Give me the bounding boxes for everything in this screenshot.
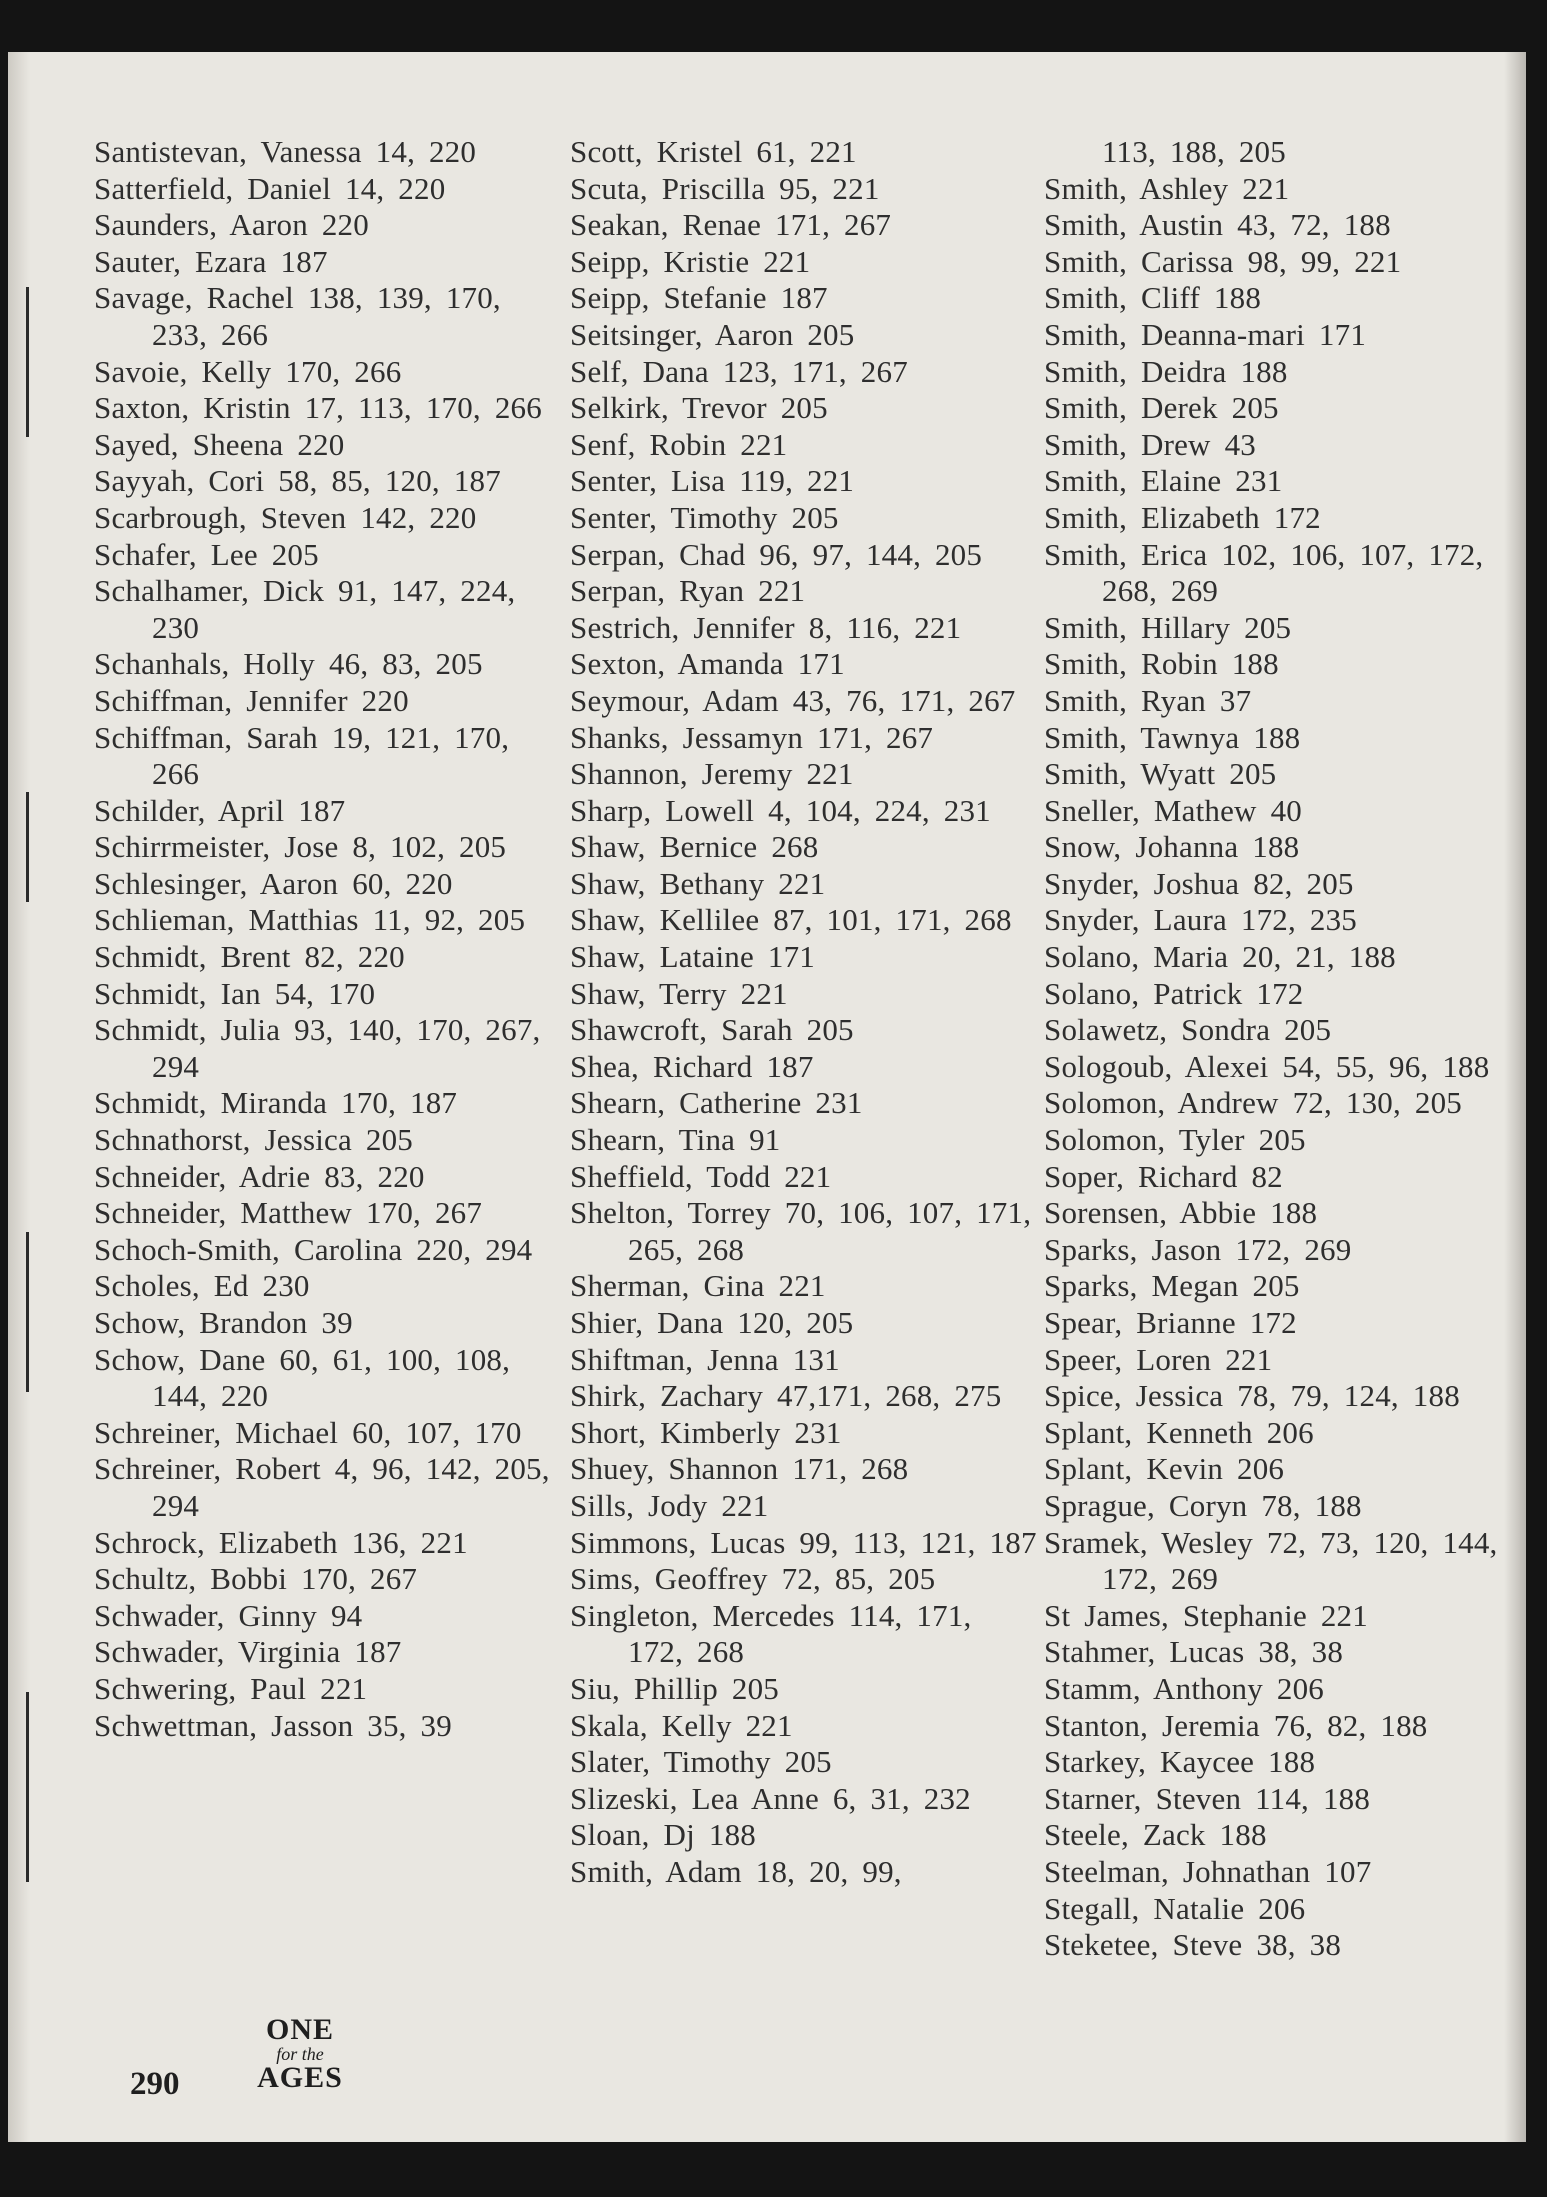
index-entry: Schwader, Ginny 94 <box>94 1597 363 1633</box>
index-entry: Shearn, Catherine 231 <box>570 1085 863 1121</box>
index-entry: Shaw, Terry 221 <box>570 975 788 1011</box>
index-entry: Shanks, Jessamyn 171, 267 <box>570 719 934 755</box>
index-entry: Splant, Kenneth 206 <box>1044 1414 1314 1450</box>
index-entry: Sologoub, Alexei 54, 55, 96, 188 <box>1044 1048 1490 1084</box>
index-entry: Schoch-Smith, Carolina 220, 294 <box>94 1231 533 1267</box>
index-entry: Smith, Erica 102, 106, 107, 172, 268, 269 <box>1044 536 1484 609</box>
index-entry: Scuta, Priscilla 95, 221 <box>570 170 880 206</box>
index-entry: Schmidt, Miranda 170, 187 <box>94 1085 458 1121</box>
index-entry: Stahmer, Lucas 38, 38 <box>1044 1634 1344 1670</box>
logo-line-1: ONE <box>265 2013 334 2046</box>
index-entry: Schultz, Bobbi 170, 267 <box>94 1561 418 1597</box>
index-entry: Schlieman, Matthias 11, 92, 205 <box>94 902 526 938</box>
index-entry: Schwettman, Jasson 35, 39 <box>94 1707 452 1743</box>
index-entry: Sims, Geoffrey 72, 85, 205 <box>570 1561 936 1597</box>
index-entry: Singleton, Mercedes 114, 171, 172, 268 <box>570 1597 972 1670</box>
index-column-2 <box>570 134 1040 1891</box>
index-entry: Snow, Johanna 188 <box>1044 829 1300 865</box>
index-entry: Schanhals, Holly 46, 83, 205 <box>94 646 483 682</box>
index-entry: Smith, Ryan 37 <box>1044 682 1252 718</box>
index-entry: 113, 188, 205 <box>1102 134 1286 169</box>
index-entry: Scarbrough, Steven 142, 220 <box>94 499 477 535</box>
index-entry: Stanton, Jeremia 76, 82, 188 <box>1044 1707 1428 1743</box>
index-entry: Smith, Carissa 98, 99, 221 <box>1044 243 1402 279</box>
margin-mark <box>26 792 29 902</box>
index-entry: Sherman, Gina 221 <box>570 1268 826 1304</box>
index-entry: Schneider, Adrie 83, 220 <box>94 1158 425 1194</box>
index-entry: Shaw, Bethany 221 <box>570 865 826 901</box>
index-entry: Shiftman, Jenna 131 <box>570 1341 840 1377</box>
index-entry: St James, Stephanie 221 <box>1044 1597 1368 1633</box>
index-entry: Stamm, Anthony 206 <box>1044 1670 1324 1706</box>
index-entry: Shearn, Tina 91 <box>570 1122 781 1158</box>
index-entry: Sharp, Lowell 4, 104, 224, 231 <box>570 792 991 828</box>
index-entry: Shannon, Jeremy 221 <box>570 756 854 792</box>
index-entry: Sprague, Coryn 78, 188 <box>1044 1487 1362 1523</box>
index-entry: Smith, Austin 43, 72, 188 <box>1044 207 1391 243</box>
index-entry: Serpan, Ryan 221 <box>570 573 806 609</box>
index-entry: Smith, Adam 18, 20, 99, <box>570 1853 902 1889</box>
index-entry: Shea, Richard 187 <box>570 1048 814 1084</box>
index-entry: Senf, Robin 221 <box>570 426 788 462</box>
index-entry: Snyder, Laura 172, 235 <box>1044 902 1358 938</box>
index-entry: Starkey, Kaycee 188 <box>1044 1744 1316 1780</box>
index-entry: Short, Kimberly 231 <box>570 1414 842 1450</box>
index-entry: Shuey, Shannon 171, 268 <box>570 1451 909 1487</box>
index-entry: Senter, Lisa 119, 221 <box>570 463 855 499</box>
index-entry: Sestrich, Jennifer 8, 116, 221 <box>570 609 962 645</box>
index-entry: Smith, Ashley 221 <box>1044 170 1290 206</box>
index-entry: Smith, Cliff 188 <box>1044 280 1262 316</box>
index-entry: Senter, Timothy 205 <box>570 499 839 535</box>
index-entry: Slizeski, Lea Anne 6, 31, 232 <box>570 1780 971 1816</box>
index-entry: Siu, Phillip 205 <box>570 1670 779 1706</box>
index-entry: Soper, Richard 82 <box>1044 1158 1283 1194</box>
index-entry: Savage, Rachel 138, 139, 170, 233, 266 <box>94 280 501 352</box>
logo-line-2: for the <box>276 2044 324 2064</box>
index-entry: Solano, Patrick 172 <box>1044 975 1304 1011</box>
index-entry: Sparks, Megan 205 <box>1044 1268 1300 1304</box>
logo-line-3: AGES <box>257 2061 343 2094</box>
index-entry: Smith, Tawnya 188 <box>1044 719 1301 755</box>
margin-mark <box>26 287 29 437</box>
yearbook-logo <box>250 2014 350 2094</box>
margin-mark <box>26 1692 29 1882</box>
index-entry: Savoie, Kelly 170, 266 <box>94 353 402 389</box>
index-entry: Schalhamer, Dick 91, 147, 224, 230 <box>94 573 516 645</box>
index-entry: Seymour, Adam 43, 76, 171, 267 <box>570 682 1016 718</box>
index-entry: Schmidt, Julia 93, 140, 170, 267, 294 <box>94 1012 541 1084</box>
index-entry: Speer, Loren 221 <box>1044 1341 1273 1377</box>
yearbook-index-page <box>8 52 1526 2142</box>
index-entry: Saxton, Kristin 17, 113, 170, 266 <box>94 390 542 426</box>
index-entry: Smith, Wyatt 205 <box>1044 756 1277 792</box>
index-entry: Schreiner, Michael 60, 107, 170 <box>94 1414 522 1450</box>
index-column-3 <box>1044 134 1514 1964</box>
index-entry: Schlesinger, Aaron 60, 220 <box>94 865 453 901</box>
index-entry: Shier, Dana 120, 205 <box>570 1305 854 1340</box>
index-entry: Smith, Robin 188 <box>1044 646 1279 682</box>
index-entry: Solomon, Andrew 72, 130, 205 <box>1044 1085 1462 1121</box>
index-entry: Schafer, Lee 205 <box>94 536 319 572</box>
index-entry: Smith, Elaine 231 <box>1044 463 1283 499</box>
index-entry: Sayyah, Cori 58, 85, 120, 187 <box>94 463 501 499</box>
index-entry: Splant, Kevin 206 <box>1044 1451 1285 1487</box>
index-entry: Starner, Steven 114, 188 <box>1044 1780 1371 1816</box>
margin-mark <box>26 1232 29 1392</box>
index-column-1 <box>94 134 564 1744</box>
index-entry: Solano, Maria 20, 21, 188 <box>1044 939 1396 975</box>
index-entry: Shaw, Bernice 268 <box>570 829 819 865</box>
index-entry: Slater, Timothy 205 <box>570 1744 832 1780</box>
index-entry: Smith, Elizabeth 172 <box>1044 499 1321 535</box>
index-entry: Skala, Kelly 221 <box>570 1707 793 1743</box>
index-entry: Sayed, Sheena 220 <box>94 426 345 462</box>
index-entry: Simmons, Lucas 99, 113, 121, 187 <box>570 1524 1037 1560</box>
index-entry: Saunders, Aaron 220 <box>94 207 369 243</box>
index-entry: Sexton, Amanda 171 <box>570 646 845 682</box>
index-entry: Smith, Hillary 205 <box>1044 609 1292 645</box>
index-entry: Selkirk, Trevor 205 <box>570 390 828 426</box>
index-entry: Self, Dana 123, 171, 267 <box>570 353 908 389</box>
index-entry: Sheffield, Todd 221 <box>570 1158 832 1194</box>
index-entry: Schiffman, Jennifer 220 <box>94 682 409 718</box>
index-entry: Schilder, April 187 <box>94 792 346 828</box>
index-entry: Solomon, Tyler 205 <box>1044 1122 1306 1158</box>
index-entry: Seipp, Kristie 221 <box>570 243 811 279</box>
index-entry: Scott, Kristel 61, 221 <box>570 134 857 169</box>
index-entry: Steelman, Johnathan 107 <box>1044 1853 1372 1889</box>
index-entry: Schiffman, Sarah 19, 121, 170, 266 <box>94 719 510 792</box>
index-entry: Schwering, Paul 221 <box>94 1670 368 1706</box>
index-entry: Satterfield, Daniel 14, 220 <box>94 170 446 206</box>
index-entry: Seakan, Renae 171, 267 <box>570 207 892 243</box>
index-entry: Sneller, Mathew 40 <box>1044 792 1302 828</box>
index-entry: Smith, Deidra 188 <box>1044 353 1288 389</box>
index-entry: Stegall, Natalie 206 <box>1044 1890 1306 1926</box>
index-entry: Shaw, Lataine 171 <box>570 939 815 975</box>
index-entry: Shaw, Kellilee 87, 101, 171, 268 <box>570 902 1012 938</box>
page-footer <box>130 2014 390 2104</box>
index-entry: Schmidt, Ian 54, 170 <box>94 975 376 1011</box>
index-entry: Santistevan, Vanessa 14, 220 <box>94 134 477 169</box>
index-entry: Smith, Derek 205 <box>1044 390 1279 426</box>
index-entry: Snyder, Joshua 82, 205 <box>1044 865 1354 901</box>
index-entry: Sauter, Ezara 187 <box>94 243 328 279</box>
index-entry: Schow, Dane 60, 61, 100, 108, 144, 220 <box>94 1341 511 1414</box>
index-entry: Solawetz, Sondra 205 <box>1044 1012 1332 1048</box>
index-entry: Schreiner, Robert 4, 96, 142, 205, 294 <box>94 1451 550 1523</box>
index-entry: Sills, Jody 221 <box>570 1487 769 1523</box>
index-entry: Scholes, Ed 230 <box>94 1268 310 1304</box>
index-entry: Schnathorst, Jessica 205 <box>94 1122 414 1158</box>
index-entry: Smith, Drew 43 <box>1044 426 1256 462</box>
index-entry: Steele, Zack 188 <box>1044 1817 1267 1853</box>
index-entry: Sloan, Dj 188 <box>570 1817 756 1853</box>
index-entry: Schow, Brandon 39 <box>94 1305 353 1340</box>
index-entry: Spear, Brianne 172 <box>1044 1305 1297 1340</box>
index-entry: Smith, Deanna-mari 171 <box>1044 316 1367 352</box>
index-entry: Spice, Jessica 78, 79, 124, 188 <box>1044 1378 1460 1414</box>
index-entry: Sparks, Jason 172, 269 <box>1044 1231 1352 1267</box>
index-entry: Schmidt, Brent 82, 220 <box>94 939 405 975</box>
index-entry: Shelton, Torrey 70, 106, 107, 171, 265, 268 <box>570 1195 1032 1267</box>
index-entry: Shawcroft, Sarah 205 <box>570 1012 854 1048</box>
page-number: 290 <box>130 2066 180 2102</box>
index-entry: Seitsinger, Aaron 205 <box>570 316 855 352</box>
index-entry: Schrock, Elizabeth 136, 221 <box>94 1524 468 1560</box>
index-entry: Shirk, Zachary 47,171, 268, 275 <box>570 1378 1002 1414</box>
index-entry: Sramek, Wesley 72, 73, 120, 144, 172, 269 <box>1044 1524 1498 1597</box>
index-entry: Schirrmeister, Jose 8, 102, 205 <box>94 829 507 865</box>
index-entry: Schneider, Matthew 170, 267 <box>94 1195 483 1231</box>
index-entry: Seipp, Stefanie 187 <box>570 280 828 316</box>
index-entry: Serpan, Chad 96, 97, 144, 205 <box>570 536 983 572</box>
index-entry: Steketee, Steve 38, 38 <box>1044 1927 1342 1963</box>
index-entry: Sorensen, Abbie 188 <box>1044 1195 1318 1231</box>
index-entry: Schwader, Virginia 187 <box>94 1634 402 1670</box>
